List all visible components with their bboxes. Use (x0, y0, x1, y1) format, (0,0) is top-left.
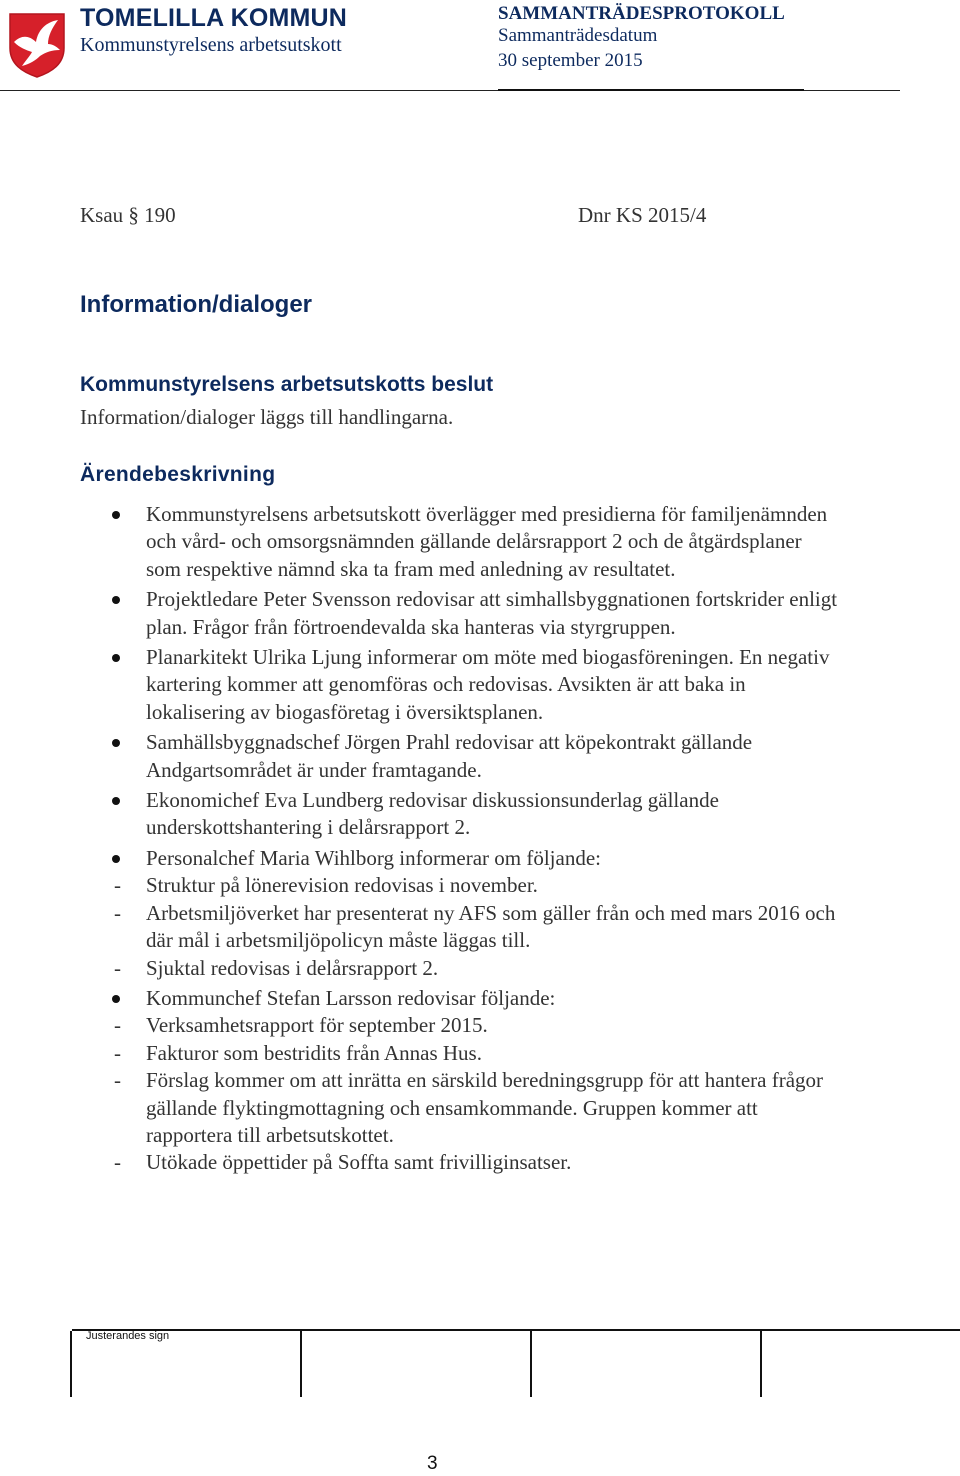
dash-item (80, 900, 840, 955)
org-name: TOMELILLA KOMMUN (80, 4, 348, 32)
diary-number: Dnr KS 2015/4 (578, 203, 707, 227)
item-text: Struktur på lönerevision redovisas i november. (146, 873, 538, 898)
item-text: Arbetsmiljöverket har presenterat ny AFS som gäller från och med mars 2016 och där mål i arbetsmiljöpolicyn måste läggas till. (146, 900, 836, 953)
seagull-shield-logo (8, 12, 66, 78)
item-text: Projektledare Peter Svensson redovisar att simhallsbyggnationen fortskrider enligt plan. Frågor från förtroendevalda ska hanteras via styrgruppen. (146, 587, 838, 639)
item-text: Kommunchef Stefan Larsson redovisar följande: (146, 985, 556, 1010)
item-text: Personalchef Maria Wihlborg informerar om följande: (146, 845, 601, 870)
bullet-item (80, 644, 840, 726)
signature-label: Justerandes sign (86, 1330, 170, 1342)
case-id: Ksau § 190 (80, 203, 176, 227)
signature-table (72, 1329, 960, 1397)
description-list (80, 498, 840, 1177)
bullet-item (80, 845, 840, 872)
dash-icon: - (114, 900, 121, 925)
dash-icon: - (114, 1150, 121, 1175)
dash-icon: - (114, 1040, 121, 1065)
dash-item (80, 872, 840, 899)
signature-cell (530, 1331, 532, 1397)
date-label: Sammanträdesdatum (498, 25, 658, 46)
dash-item (80, 1067, 840, 1149)
decision-heading: Kommunstyrelsens arbetsutskotts beslut (80, 373, 494, 396)
item-text: Samhällsbyggnadschef Jörgen Prahl redovisar att köpekontrakt gällande Andgartsområdet är under framtagande. (146, 730, 753, 782)
page-title: Information/dialoger (80, 291, 313, 318)
bullet-item (80, 501, 840, 583)
bullet-item (80, 729, 840, 784)
dash-item (80, 1149, 840, 1176)
signature-cell (300, 1331, 302, 1397)
committee-name: Kommunstyrelsens arbetsutskott (80, 34, 342, 56)
dash-item (80, 955, 840, 982)
dash-icon: - (114, 1068, 121, 1093)
item-text: Sjuktal redovisas i delårsrapport 2. (146, 955, 439, 980)
item-text: Utökade öppettider på Soffta samt frivilliginsatser. (146, 1150, 572, 1175)
item-text: Ekonomichef Eva Lundberg redovisar diskussionsunderlag gällande underskottshantering i delårsrapport 2. (146, 788, 719, 840)
doc-type: SAMMANTRÄDESPROTOKOLL (498, 3, 785, 24)
item-text: Kommunstyrelsens arbetsutskott överlägger med presidierna för familjenämnden och vård- och omsorgsnämnden gällande delårsrapport 2 och de åtgärdsplaner som respektive nämnd ska ta fram med anledning av resultatet. (146, 502, 828, 581)
bullet-item (80, 787, 840, 842)
header-divider-thick (498, 89, 804, 91)
dash-icon: - (114, 1013, 121, 1038)
description-heading: Ärendebeskrivning (80, 463, 276, 486)
signature-cell (760, 1331, 762, 1397)
item-text: Planarkitekt Ulrika Ljung informerar om möte med biogasföreningen. En negativ kartering kommer att genomföras och redovisas. Avsikten är att baka in lokalisering av biogasföretag i översiktsplanen. (146, 645, 830, 724)
bullet-item (80, 985, 840, 1012)
dash-icon: - (114, 955, 121, 980)
dash-item (80, 1012, 840, 1039)
decision-text: Information/dialoger läggs till handlingarna. (80, 405, 454, 429)
item-text: Verksamhetsrapport för september 2015. (146, 1013, 488, 1038)
page-number: 3 (427, 1453, 438, 1474)
dash-icon: - (114, 873, 121, 898)
dash-item (80, 1040, 840, 1067)
bullet-item (80, 586, 840, 641)
signature-cell (70, 1331, 72, 1397)
item-text: Förslag kommer om att inrätta en särskild beredningsgrupp för att hantera frågor gällande flyktingmottagning och ensamkommande. Gruppen kommer att rapportera till arbetsutskottet. (146, 1068, 824, 1147)
meeting-date: 30 september 2015 (498, 50, 643, 71)
item-text: Fakturor som bestridits från Annas Hus. (146, 1040, 482, 1065)
